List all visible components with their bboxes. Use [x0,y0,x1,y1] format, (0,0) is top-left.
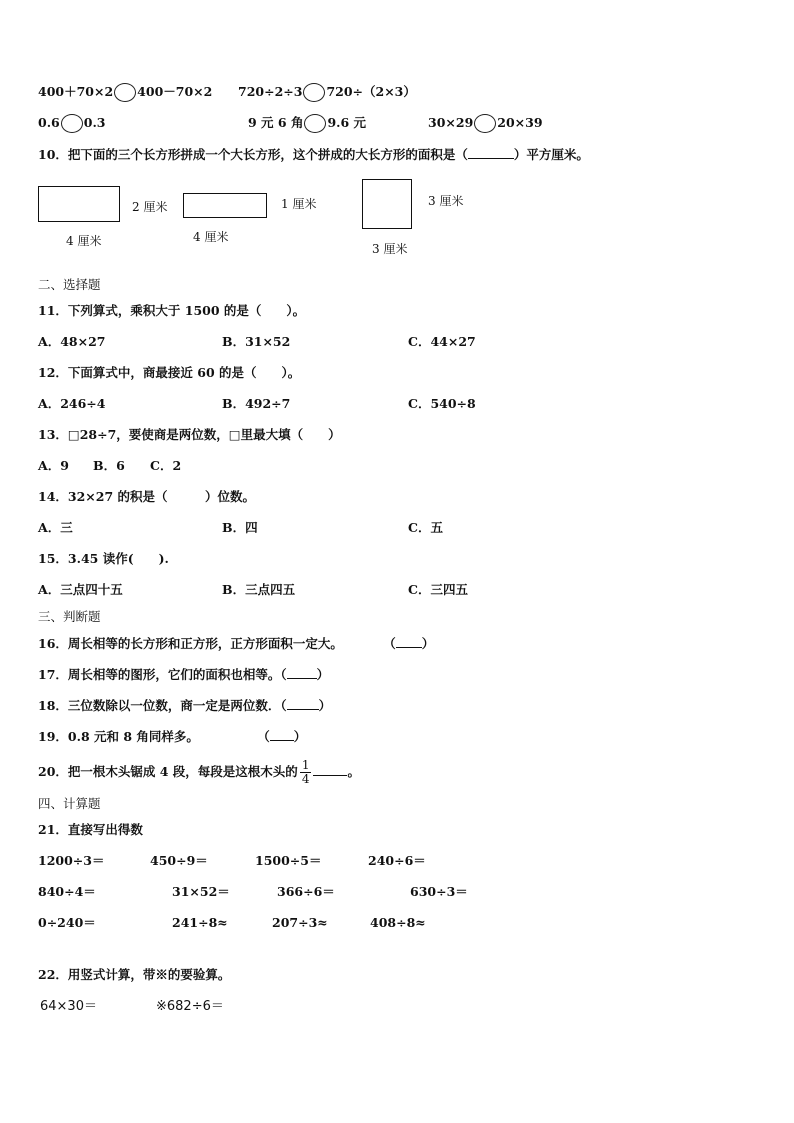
question-14: 14．32×27 的积是（ ）位数。 [38,489,256,504]
option-a[interactable]: A．三 [38,520,73,535]
question-17 [38,666,329,683]
answer-blank[interactable] [313,763,347,776]
answer-blank[interactable] [287,697,319,710]
calc-item[interactable]: 408÷8≈ [370,915,426,930]
rect2-width-label: 4 厘米 [193,230,229,244]
expr-right: 20×39 [497,115,543,130]
question-21: 21．直接写出得数 [38,822,143,837]
expr-left: 9 元 6 角 [248,115,304,130]
fraction-numerator: 1 [301,758,310,772]
compare-circle[interactable] [303,83,325,102]
option-c[interactable]: C．540÷8 [408,396,476,411]
calc-item[interactable]: 0÷240＝ [38,915,96,930]
paren-open: （ [257,729,270,744]
expr-left: 30×29 [428,115,474,130]
calc-item[interactable]: 31×52＝ [172,884,230,899]
question-22: 22．用竖式计算，带※的要验算。 [38,967,231,982]
rectangle-1 [38,186,120,222]
compare-row-2b [248,114,366,133]
answer-blank[interactable] [270,728,294,741]
question-19 [38,728,306,745]
calc-item[interactable]: 240÷6＝ [368,853,426,868]
calc-item[interactable]: 450÷9＝ [150,853,208,868]
section-heading-judge: 三、判断题 [38,609,101,624]
paren-close: ） [293,729,307,744]
compare-circle[interactable] [114,83,136,102]
option-b[interactable]: B．31×52 [222,334,291,349]
answer-blank[interactable] [396,635,422,648]
question-text: 16．周长相等的长方形和正方形，正方形面积一定大。 [38,636,343,651]
calc-item[interactable]: 207÷3≈ [272,915,328,930]
option-c[interactable]: C．44×27 [408,334,476,349]
option-a[interactable]: A．246÷4 [38,396,106,411]
question-11: 11．下列算式，乘积大于 1500 的是（ ）。 [38,303,306,318]
option-b[interactable]: B．6 [93,458,125,473]
section-heading-choice: 二、选择题 [38,277,101,292]
question-text: 17．周长相等的图形，它们的面积也相等。（ [38,667,287,682]
vertical-calc-item[interactable]: 64×30＝ [40,999,97,1014]
answer-blank[interactable] [287,666,317,679]
section-heading-calc: 四、计算题 [38,796,101,811]
rect1-width-label: 4 厘米 [66,234,102,248]
option-b[interactable]: B．三点四五 [222,582,296,597]
compare-circle[interactable] [304,114,326,133]
square-3 [362,179,412,229]
question-13: 13．□28÷7，要使商是两位数，□里最大填（ ） [38,427,341,442]
compare-row-1b [238,83,416,102]
fraction [300,759,312,786]
expr-right: 400－70×2 [137,84,213,99]
rect2-height-label: 1 厘米 [281,197,317,211]
calc-item[interactable]: 840÷4＝ [38,884,96,899]
calc-item[interactable]: 1200÷3＝ [38,853,105,868]
option-c[interactable]: C．五 [408,520,443,535]
paren-close: ） [318,698,332,713]
calc-item[interactable]: 366÷6＝ [277,884,335,899]
question-text: 19．0.8 元和 8 角同样多。 [38,729,199,744]
question-text: 18．三位数除以一位数，商一定是两位数．（ [38,698,287,713]
rectangle-2 [183,193,267,218]
expr-left: 0.6 [38,115,60,130]
expr-left: 720÷2÷3 [238,84,303,99]
question-text: 10．把下面的三个长方形拼成一个大长方形，这个拼成的大长方形的面积是（ [38,147,468,162]
option-a[interactable]: A．三点四十五 [38,582,123,597]
option-b[interactable]: B．四 [222,520,258,535]
rect3-width-label: 3 厘米 [372,242,408,256]
option-a[interactable]: A．9 [38,458,69,473]
question-text-end: ）平方厘米。 [513,147,589,162]
compare-row-2a [38,114,106,133]
option-a[interactable]: A．48×27 [38,334,106,349]
calc-item[interactable]: 630÷3＝ [410,884,468,899]
option-c[interactable]: C．三四五 [408,582,468,597]
question-text: 20．把一根木头锯成 4 段，每段是这根木头的 [38,764,298,779]
rect3-height-label: 3 厘米 [428,194,464,208]
question-15: 15．3.45 读作( ). [38,551,169,566]
paren-close: ） [316,667,330,682]
compare-row-2c [428,114,543,133]
calc-item[interactable]: 1500÷5＝ [255,853,322,868]
expr-right: 9.6 元 [327,115,367,130]
vertical-calc-item[interactable]: ※682÷6＝ [156,999,224,1014]
compare-circle[interactable] [474,114,496,133]
rect1-height-label: 2 厘米 [132,200,168,214]
expr-right: 0.3 [83,115,106,130]
expr-right: 720÷（2×3） [326,84,416,99]
paren-close: ） [421,636,435,651]
option-c[interactable]: C．2 [150,458,182,473]
question-10 [38,146,589,163]
question-16 [38,635,434,652]
fraction-denominator: 4 [301,772,310,786]
expr-left: 400＋70×2 [38,84,114,99]
answer-blank[interactable] [468,146,514,159]
question-20 [38,757,360,787]
option-b[interactable]: B．492÷7 [222,396,291,411]
calc-item[interactable]: 241÷8≈ [172,915,228,930]
paren-open: （ [383,636,396,651]
question-12: 12．下面算式中，商最接近 60 的是（ ）。 [38,365,301,380]
compare-row-1 [38,83,212,102]
question-text-end: 。 [347,764,360,779]
compare-circle[interactable] [61,114,83,133]
question-18 [38,697,331,714]
